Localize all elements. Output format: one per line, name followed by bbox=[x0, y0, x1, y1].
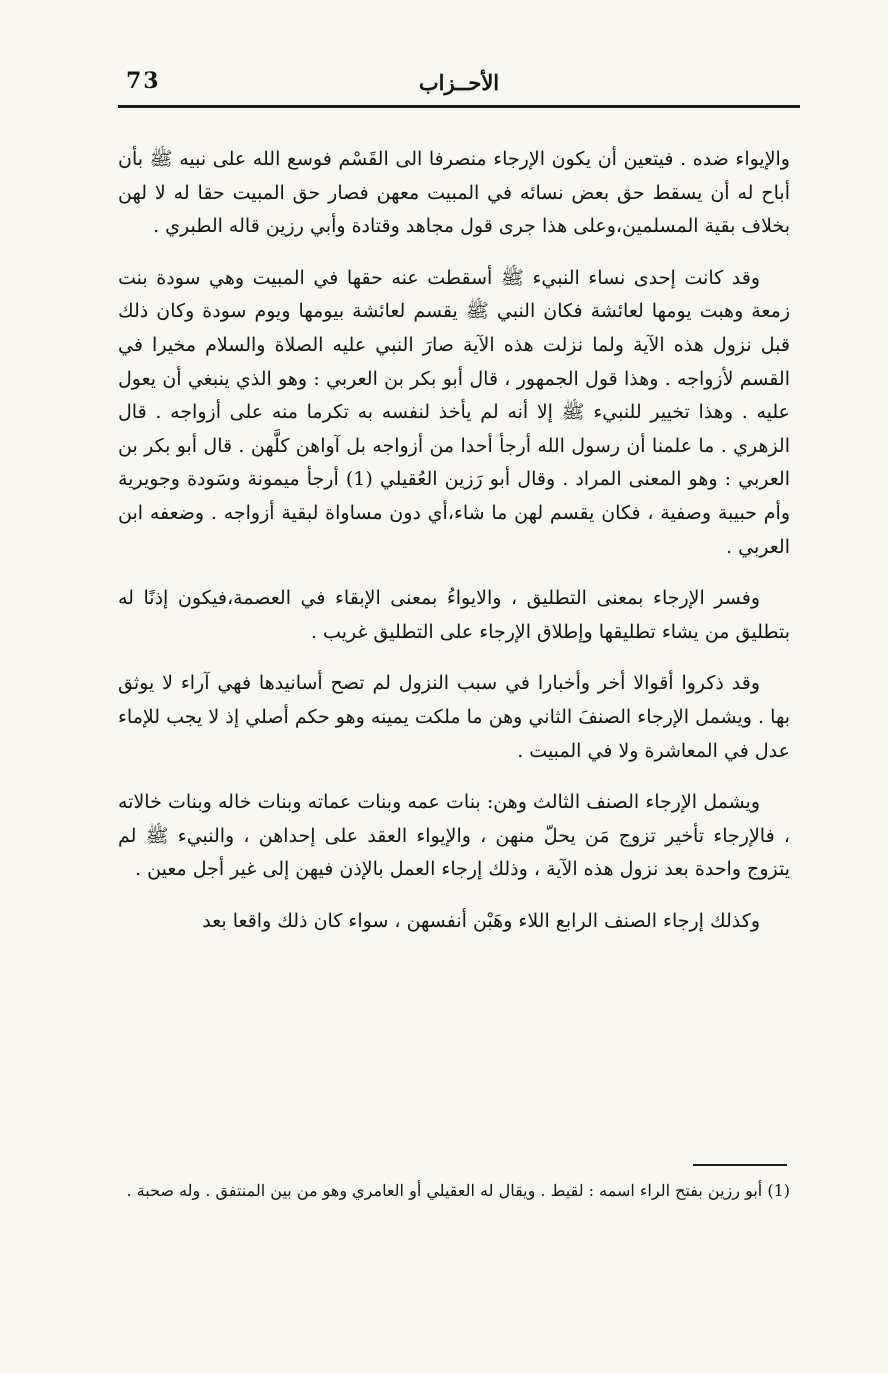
paragraph: وكذلك إرجاء الصنف الرابع اللاء وهَبْن أنفسهن ، سواء كان ذلك واقعا بعد bbox=[202, 909, 760, 932]
paragraph: ويشمل الإرجاء الصنف الثالث وهن: بنات عمه وبنات عماته وبنات خاله وبنات خالاته ، فالإرجاء تأخير تزوج مَن يحلّ منهن ، والإيواء العقد على إحداهن ، والنبيء ﷺ لم يتزوج واحدة بعد نزول هذه الآية ، وذلك إرجاء العمل بالإذن فيهن إلى غير أجل معين . bbox=[118, 791, 790, 881]
paragraph: وفسر الإرجاء بمعنى التطليق ، والايواءُ بمعنى الإبقاء في العصمة،فيكون إذنًا له بتطليق من يشاء تطليقها وإطلاق الإرجاء على التطليق غريب . bbox=[118, 587, 790, 643]
paragraph: وقد ذكروا أقوالا أخر وأخبارا في سبب النزول لم تصح أسانيدها فهي آراء لا يوثق بها . ويشمل الإرجاء الصنفَ الثاني وهن ما ملكت يمينه وهو حكم أصلي إذ لا يجب للإماء عدل في المعاشرة ولا في المبيت . bbox=[118, 672, 790, 762]
paragraph: وقد كانت إحدى نساء النبيء ﷺ أسقطت عنه حقها في المبيت وهي سودة بنت زمعة وهبت يومها لعائشة فكان النبي ﷺ يقسم لعائشة بيومها ويوم سودة وكان ذلك قبل نزول هذه الآية ولما نزلت هذه الآية صارَ النبي عليه الصلاة والسلام مخيرا في القسم لأزواجه . وهذا قول الجمهور ، قال أبو بكر بن العربي : وهو الذي ينبغي أن يعول عليه . وهذا تخيير للنبيء ﷺ إلا أنه لم يأخذ لنفسه به تكرما منه على أزواجه . قال الزهري . ما علمنا أن رسول الله أرجأ أحدا من أزواجه بل آواهن كلَّهن . قال أبو بكر بن العربي : وهو المعنى المراد . وقال أبو رَزين العُقيلي (1) أرجأ ميمونة وسَودة وجويرية وأم حبيبة وصفية ، فكان يقسم لهن ما شاء،أي دون مساواة لبقية أزواجه . وضعفه ابن العربي . bbox=[118, 266, 790, 558]
body-text bbox=[118, 143, 790, 956]
footnote: (1) أبو رزين بفتح الراء اسمه : لقيط . ويقال له العقيلي أو العامري وهو من بين المنتفق . وله صحبة . bbox=[126, 1181, 790, 1200]
paragraph: والإيواء ضده . فيتعين أن يكون الإرجاء منصرفا الى القَسْم فوسع الله على نبيه ﷺ بأن أباح له أن يسقط حق بعض نسائه في المبيت معهن فصار حق المبيت حقا له لا لهن بخلاف بقية المسلمين،وعلى هذا جرى قول مجاهد وقتادة وأبي رزين قاله الطبري . bbox=[118, 148, 790, 238]
footnote-rule bbox=[693, 1164, 787, 1166]
page-number: 73 bbox=[126, 68, 161, 94]
header-rule bbox=[118, 105, 800, 108]
page-header bbox=[118, 60, 800, 106]
running-title: الأحــزاب bbox=[418, 70, 500, 95]
